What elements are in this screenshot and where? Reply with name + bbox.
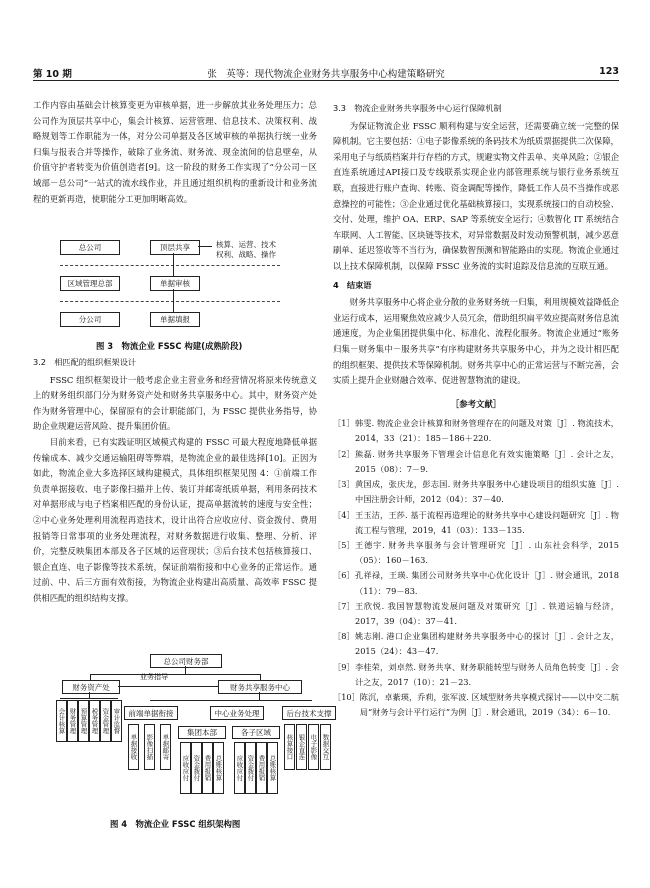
reference-number: ［3］ bbox=[333, 479, 355, 490]
fig4-front-sub-1: 单据接收 bbox=[128, 724, 139, 770]
paragraph-3-3: 为保证物流企业 FSSC 顺利构建与安全运营，还需要确立统一完整的保障机制。它主要包括：①电子影像系统的条码技术为纸质票据提供二次保障，采用电子与纸质档案并行存档的方式，规避实物文件丢单、夹单风险；②银企直连系统通过API接口及专线联系实现企业内部管理系统与银行业务系统互联，直接进行账户查询、转账、资金调配等操作，降低工作人员不当操作或恶意操控的可能性；③企业通过优化基础核算接口，实现系统接口的自动校验、交付、处理，维护 OA、ERP、SAP 等系统安全运行；④数智化 IT 系统结合车联网、人工智能、区块链等技术，对异常数据及时发动预警机制，减少恶意刷单、延迟签收等不当行为，确保数智预测和智能路由的实现。物流企业通过以上技术保障机制，以保障 FSSC 业务流的实时追踪及信息流的互联互通。 bbox=[333, 120, 619, 271]
right-column bbox=[333, 98, 619, 720]
fig4-group-sub-3: 费用报销 bbox=[202, 742, 213, 794]
fig3-box-hq: 总公司 bbox=[60, 240, 120, 255]
reference-text: 孔祥禄，王瑛. 集团公司财务共享中心优化设计［J］. 财会通讯，2018（11）：79－83. bbox=[355, 570, 619, 596]
fig4-back-sub-2: 银企直连 bbox=[296, 724, 307, 770]
fig4-line-fssc-down bbox=[259, 692, 260, 700]
reference-text: 姚志刚. 港口企业集团构建财务共享服务中心的探讨［J］. 会计之友，2015（24）：43－47. bbox=[355, 631, 619, 657]
fig4-group-sub-4: 总账核算 bbox=[213, 742, 224, 794]
reference-text: 王德宇. 财务共享服务与会计管理研究［J］. 山东社会科学，2015（05）：160－163. bbox=[355, 539, 619, 566]
reference-text: 黄国成，张庆龙，彭志国. 财务共享服务中心建设项目的组织实施［J］. 中国注册会计师，2012（04）：37－40. bbox=[355, 479, 619, 505]
fig4-box-front: 前端单据衔接 bbox=[124, 706, 178, 720]
section-4-heading: 4 结束语 bbox=[333, 279, 372, 290]
fig4-box-finance-office: 财务资产处 bbox=[62, 680, 120, 694]
reference-item bbox=[333, 416, 619, 446]
reference-text: 韩雯. 物流企业会计核算和财务管理存在的问题及对策［J］. 物流技术，2014，33（21）：185－186＋220. bbox=[355, 418, 619, 444]
fig3-box-fill: 单据填报 bbox=[150, 312, 200, 327]
reference-item bbox=[333, 568, 619, 598]
fig4-back-sub-1: 核算接口 bbox=[284, 724, 295, 770]
fig4-finance-sub-5: 资金管理 bbox=[100, 700, 111, 742]
reference-list bbox=[333, 416, 619, 720]
reference-number: ［9］ bbox=[333, 661, 355, 672]
reference-number: ［4］ bbox=[333, 509, 355, 520]
fig4-box-subregion: 各子区域 bbox=[232, 726, 280, 739]
fig4-line-top bbox=[185, 666, 186, 674]
fig4-box-top: 总公司财务部 bbox=[150, 654, 222, 668]
page-number: 123 bbox=[599, 66, 619, 77]
fig4-box-group-hq: 集团本部 bbox=[178, 726, 226, 739]
reference-text: 王玉洁，王莎. 基于流程再造理论的财务共享中心建设问题研究［J］. 物流工程与管理，2019，41（03）：133－135. bbox=[355, 509, 619, 535]
fig4-box-mid: 中心业务处理 bbox=[210, 706, 264, 720]
left-column-2 bbox=[33, 352, 317, 607]
fig4-guide-line bbox=[118, 686, 218, 687]
fig3-connector-2 bbox=[173, 289, 174, 312]
reference-number: ［8］ bbox=[333, 631, 355, 642]
references-title: ［参考文献］ bbox=[450, 398, 502, 409]
section-3-2-heading: 3.2 相匹配的组织框架设计 bbox=[33, 357, 137, 367]
fig4-region-sub-4: 总账核算 bbox=[267, 742, 278, 794]
running-title: 张 英等：现代物流企业财务共享服务中心构建策略研究 bbox=[207, 69, 445, 80]
reference-item bbox=[333, 690, 619, 720]
fig4-front-sub-2: 影像扫描 bbox=[144, 724, 155, 770]
reference-number: ［10］ bbox=[333, 691, 360, 702]
reference-item bbox=[333, 477, 619, 507]
paragraph-continued: 工作内容由基础会计核算变更为审核单据，进一步解放其业务处理压力；总公司作为顶层共享中心，集会计核算、运营管理、信息技术、决策权利、战略规划等工作职能为一体，对分公司单据及各区域审核的单据执行统一业务归集与报表合并等操作，破除了业务流、财务流、现金流间的信息壁垒，从价值守护者转变为价值创造者[9]。这一阶段的财务工作实现了“分公司－区域部－总公司”一站式的流水线作业，并且通过组织机构的重新设计和业务流程的更新再造，使职能分工更加明晰高效。 bbox=[33, 100, 317, 204]
reference-number: ［6］ bbox=[333, 570, 355, 581]
fig4-caption: 图 4 物流企业 FSSC 组织架构图 bbox=[110, 819, 241, 829]
fig3-connector-1 bbox=[173, 253, 174, 276]
paragraph-3-2-a: FSSC 组织框架设计一般考虑企业主营业务和经营情况将原来传统意义上的财务组织部门分为财务资产处和财务共享服务中心。其中，财务资产处作为财务管理中心，保留原有的会计职能部门，为 FSSC 提供业务指导，协助企业规避运营风险、提升集团价值。 bbox=[33, 374, 317, 432]
reference-item bbox=[333, 629, 619, 659]
reference-item bbox=[333, 508, 619, 538]
reference-item bbox=[333, 538, 619, 568]
fig4-line-top-h bbox=[90, 674, 260, 675]
section-3-3-heading: 3.3 物流企业财务共享服务中心运行保障机制 bbox=[333, 103, 502, 113]
fig4-back-sub-4: 数据交互 bbox=[320, 724, 331, 770]
fig4-region-sub-3: 费用报销 bbox=[256, 742, 267, 794]
fig4-back-sub-3: 电子影像 bbox=[308, 724, 319, 770]
fig4-group-sub-1: 应收应付 bbox=[180, 742, 191, 794]
fig4-box-back: 后台技术支撑 bbox=[282, 706, 336, 720]
reference-text: 陈沉，卓紫瑛，乔莉，张军波. 区域型财务共享模式探讨——以中交二航局“财务与会计平行运行”为例［J］. 财会通讯，2019（34）：6－10. bbox=[359, 691, 619, 718]
fig4-finance-sub-6: 审计监督 bbox=[111, 700, 122, 742]
left-column bbox=[33, 98, 317, 207]
reference-number: ［2］ bbox=[333, 448, 355, 459]
reference-text: 熊磊. 财务共享服务下管理会计信息化有效实施策略［J］. 会计之友，2015（08）：7－9. bbox=[355, 448, 619, 474]
reference-item bbox=[333, 599, 619, 629]
fig3-caption: 图 3 物流企业 FSSC 构建(成熟阶段) bbox=[96, 341, 243, 351]
reference-item bbox=[333, 447, 619, 477]
issue-number: 第 10 期 bbox=[33, 69, 72, 80]
fig4-finance-sub-1: 会计核算 bbox=[56, 700, 67, 742]
reference-item bbox=[333, 660, 619, 690]
paragraph-4: 财务共享服务中心将企业分散的业务财务统一归集，利用规模效益降低企业运行成本，运用聚焦效应减少人员冗余，借助组织扁平效应提高财务信息流通速度，为企业集团提供集中化、标准化、流程化服务。物流企业通过“账务归集－财务集中－服务共享”有序构建财务共享服务中心，并为之设计相匹配的组织框架、提供技术等保障机制。财务共享中心的正常运营与不断完善，会实质上提升企业财融合效率、促进智慧物流的建设。 bbox=[333, 297, 619, 386]
paragraph-3-2-b: 目前来看，已有实践证明区域模式构建的 FSSC 可最大程度地降低单据传输成本、减少交通运输阻碍等弊端，是物流企业的最佳选择[10]。正因为如此，物流企业大多选择区域构建模式，具体组织框架见图 4：①前端工作负责单据接收、电子影像扫描并上传、装订并邮寄纸质单据，利用条码技术对单据形成与电子档案相匹配的身份认证，提高单据流转的速度与安全性；②中心业务处理利用流程再造技术，设计出符合应收应付、资金拨付、费用报销等日常事项的业务处理流程，对财务数据进行收集、整理、分析、评价，完整反映集团本部及各子区域的运营现状；③后台技术包括核算接口、银企直连、电子影像等技术系统，保证前端衔接和中心业务的正常运作。通过前、中、后三方面有效衔接，为物流企业构建出高质量、高效率 FSSC 提供相匹配的组织结构支撑。 bbox=[33, 436, 317, 603]
fig3-box-branch: 分公司 bbox=[60, 312, 120, 327]
fig4-region-sub-2: 资金拨付 bbox=[245, 742, 256, 794]
fig4-finance-sub-2: 财务管理 bbox=[67, 700, 78, 742]
fig3-box-region: 区域管理总部 bbox=[60, 276, 120, 291]
fig4-finance-sub-4: 税务管理 bbox=[89, 700, 100, 742]
fig4-guide-label: 业务指导 bbox=[140, 673, 168, 681]
reference-text: 李桂荣，刘卓然. 财务共享、财务职能转型与财务人员角色转变［J］. 会计之友，2017（10）：21－23. bbox=[355, 661, 619, 687]
fig3-divider-1 bbox=[60, 265, 280, 266]
fig3-side-text: 核算、运营、技术 权利、战略、操作 bbox=[216, 240, 276, 259]
fig4-region-sub-1: 应收应付 bbox=[234, 742, 245, 794]
fig4-group-sub-2: 资金拨付 bbox=[191, 742, 202, 794]
reference-number: ［1］ bbox=[333, 418, 355, 429]
reference-number: ［5］ bbox=[333, 539, 355, 550]
fig4-finance-sub-3: 预算管理 bbox=[78, 700, 89, 742]
reference-number: ［7］ bbox=[333, 600, 355, 611]
fig3-box-top-share: 顶层共享 bbox=[150, 240, 200, 255]
fig4-box-fssc: 财务共享服务中心 bbox=[218, 680, 302, 694]
fig3-divider-2 bbox=[60, 301, 280, 302]
fig4-line-fssc-h bbox=[150, 700, 312, 701]
page-header bbox=[33, 66, 619, 81]
fig4-front-sub-3: 单据邮寄 bbox=[160, 724, 171, 770]
fig3-box-review: 单据审核 bbox=[150, 276, 200, 291]
reference-text: 王欣悦. 我国智慧物流发展问题及对策研究［J］. 铁道运输与经济，2017，39（04）：37－41. bbox=[355, 600, 619, 626]
fig4-line-fo-h bbox=[60, 698, 118, 699]
fig3-connector-3 bbox=[198, 246, 212, 247]
